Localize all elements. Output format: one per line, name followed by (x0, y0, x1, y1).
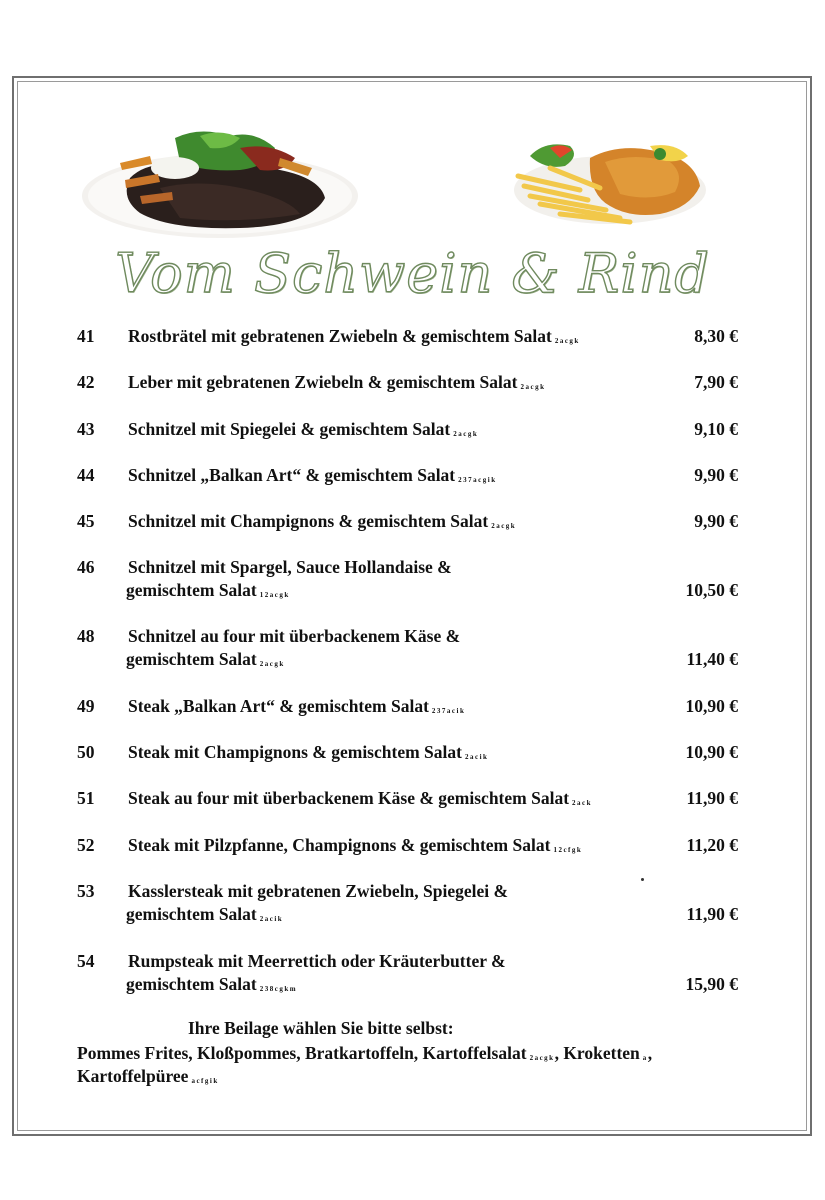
item-number: 46 (77, 557, 95, 577)
item-name: Leber mit gebratenen Zwiebeln & gemischtem Salat 2acgk (128, 372, 546, 392)
item-price: 11,40 € (686, 649, 738, 669)
item-price: 9,90 € (694, 511, 738, 531)
allergen-codes: 12cfgk (553, 846, 583, 854)
item-name-continued: gemischtem Salat 2acgk (126, 649, 285, 669)
item-name: Schnitzel „Balkan Art“ & gemischtem Salat 237acgik (128, 465, 497, 485)
allergen-codes: 2acgk (520, 383, 546, 391)
item-number: 41 (77, 326, 95, 346)
allergen-codes: 2acgk (491, 522, 517, 530)
allergen-codes: 2acgk (453, 430, 479, 438)
item-price: 11,20 € (686, 835, 738, 855)
sides-list: Pommes Frites, Kloßpommes, Bratkartoffeln, Kartoffelsalat 2acgk, Kroketten a, (77, 1043, 653, 1063)
item-name: Steak au four mit überbackenem Käse & gemischtem Salat 2ack (128, 788, 593, 808)
item-price: 8,30 € (694, 326, 738, 346)
schnitzel-fries-photo (510, 128, 710, 228)
item-price: 11,90 € (686, 904, 738, 924)
allergen-codes: 237acgik (458, 476, 497, 484)
item-name: Schnitzel au four mit überbackenem Käse & (128, 626, 461, 646)
allergen-codes: 2acik (259, 915, 284, 923)
item-number: 48 (77, 626, 95, 646)
allergen-codes: 2acgk (554, 337, 580, 345)
item-number: 42 (77, 372, 95, 392)
item-price: 9,90 € (694, 465, 738, 485)
item-number: 45 (77, 511, 95, 531)
allergen-codes: 12acgk (259, 591, 290, 599)
item-price: 10,50 € (685, 580, 738, 600)
item-name: Rumpsteak mit Meerrettich oder Kräuterbutter & (128, 951, 506, 971)
speck-mark (641, 878, 644, 881)
section-heading: Vom Schwein & Rind (115, 242, 710, 305)
item-name: Steak mit Champignons & gemischtem Salat 2acik (128, 742, 489, 762)
allergen-codes: 2acik (464, 753, 489, 761)
item-name: Schnitzel mit Champignons & gemischtem Salat 2acgk (128, 511, 517, 531)
item-name-continued: gemischtem Salat 12acgk (126, 580, 290, 600)
item-name: Kasslersteak mit gebratenen Zwiebeln, Spiegelei & (128, 881, 509, 901)
item-number: 54 (77, 951, 95, 971)
item-name: Rostbrätel mit gebratenen Zwiebeln & gemischtem Salat 2acgk (128, 326, 580, 346)
item-name: Steak „Balkan Art“ & gemischtem Salat 237acik (128, 696, 466, 716)
item-price: 15,90 € (685, 974, 738, 994)
sides-list-continued: Kartoffelpüree acfgik (77, 1066, 219, 1086)
allergen-codes: acfgik (191, 1077, 219, 1085)
item-name-continued: gemischtem Salat 238cgkm (126, 974, 298, 994)
steak-dish-photo (80, 118, 360, 240)
allergen-codes: 2ack (572, 799, 593, 807)
item-name: Schnitzel mit Spargel, Sauce Hollandaise & (128, 557, 452, 577)
sides-title: Ihre Beilage wählen Sie bitte selbst: (188, 1018, 454, 1038)
allergen-codes: 2acgk (259, 660, 285, 668)
item-price: 11,90 € (686, 788, 738, 808)
item-number: 50 (77, 742, 95, 762)
item-price: 9,10 € (694, 419, 738, 439)
allergen-codes: a (642, 1054, 648, 1062)
item-number: 52 (77, 835, 95, 855)
item-number: 44 (77, 465, 95, 485)
item-price: 7,90 € (694, 372, 738, 392)
item-number: 43 (77, 419, 95, 439)
allergen-codes: 238cgkm (259, 985, 298, 993)
item-price: 10,90 € (685, 696, 738, 716)
allergen-codes: 237acik (431, 707, 466, 715)
item-number: 51 (77, 788, 95, 808)
item-name: Schnitzel mit Spiegelei & gemischtem Salat 2acgk (128, 419, 479, 439)
item-price: 10,90 € (685, 742, 738, 762)
item-name: Steak mit Pilzpfanne, Champignons & gemischtem Salat 12cfgk (128, 835, 583, 855)
item-name-continued: gemischtem Salat 2acik (126, 904, 284, 924)
allergen-codes: 2acgk (529, 1054, 555, 1062)
item-number: 49 (77, 696, 95, 716)
item-number: 53 (77, 881, 95, 901)
